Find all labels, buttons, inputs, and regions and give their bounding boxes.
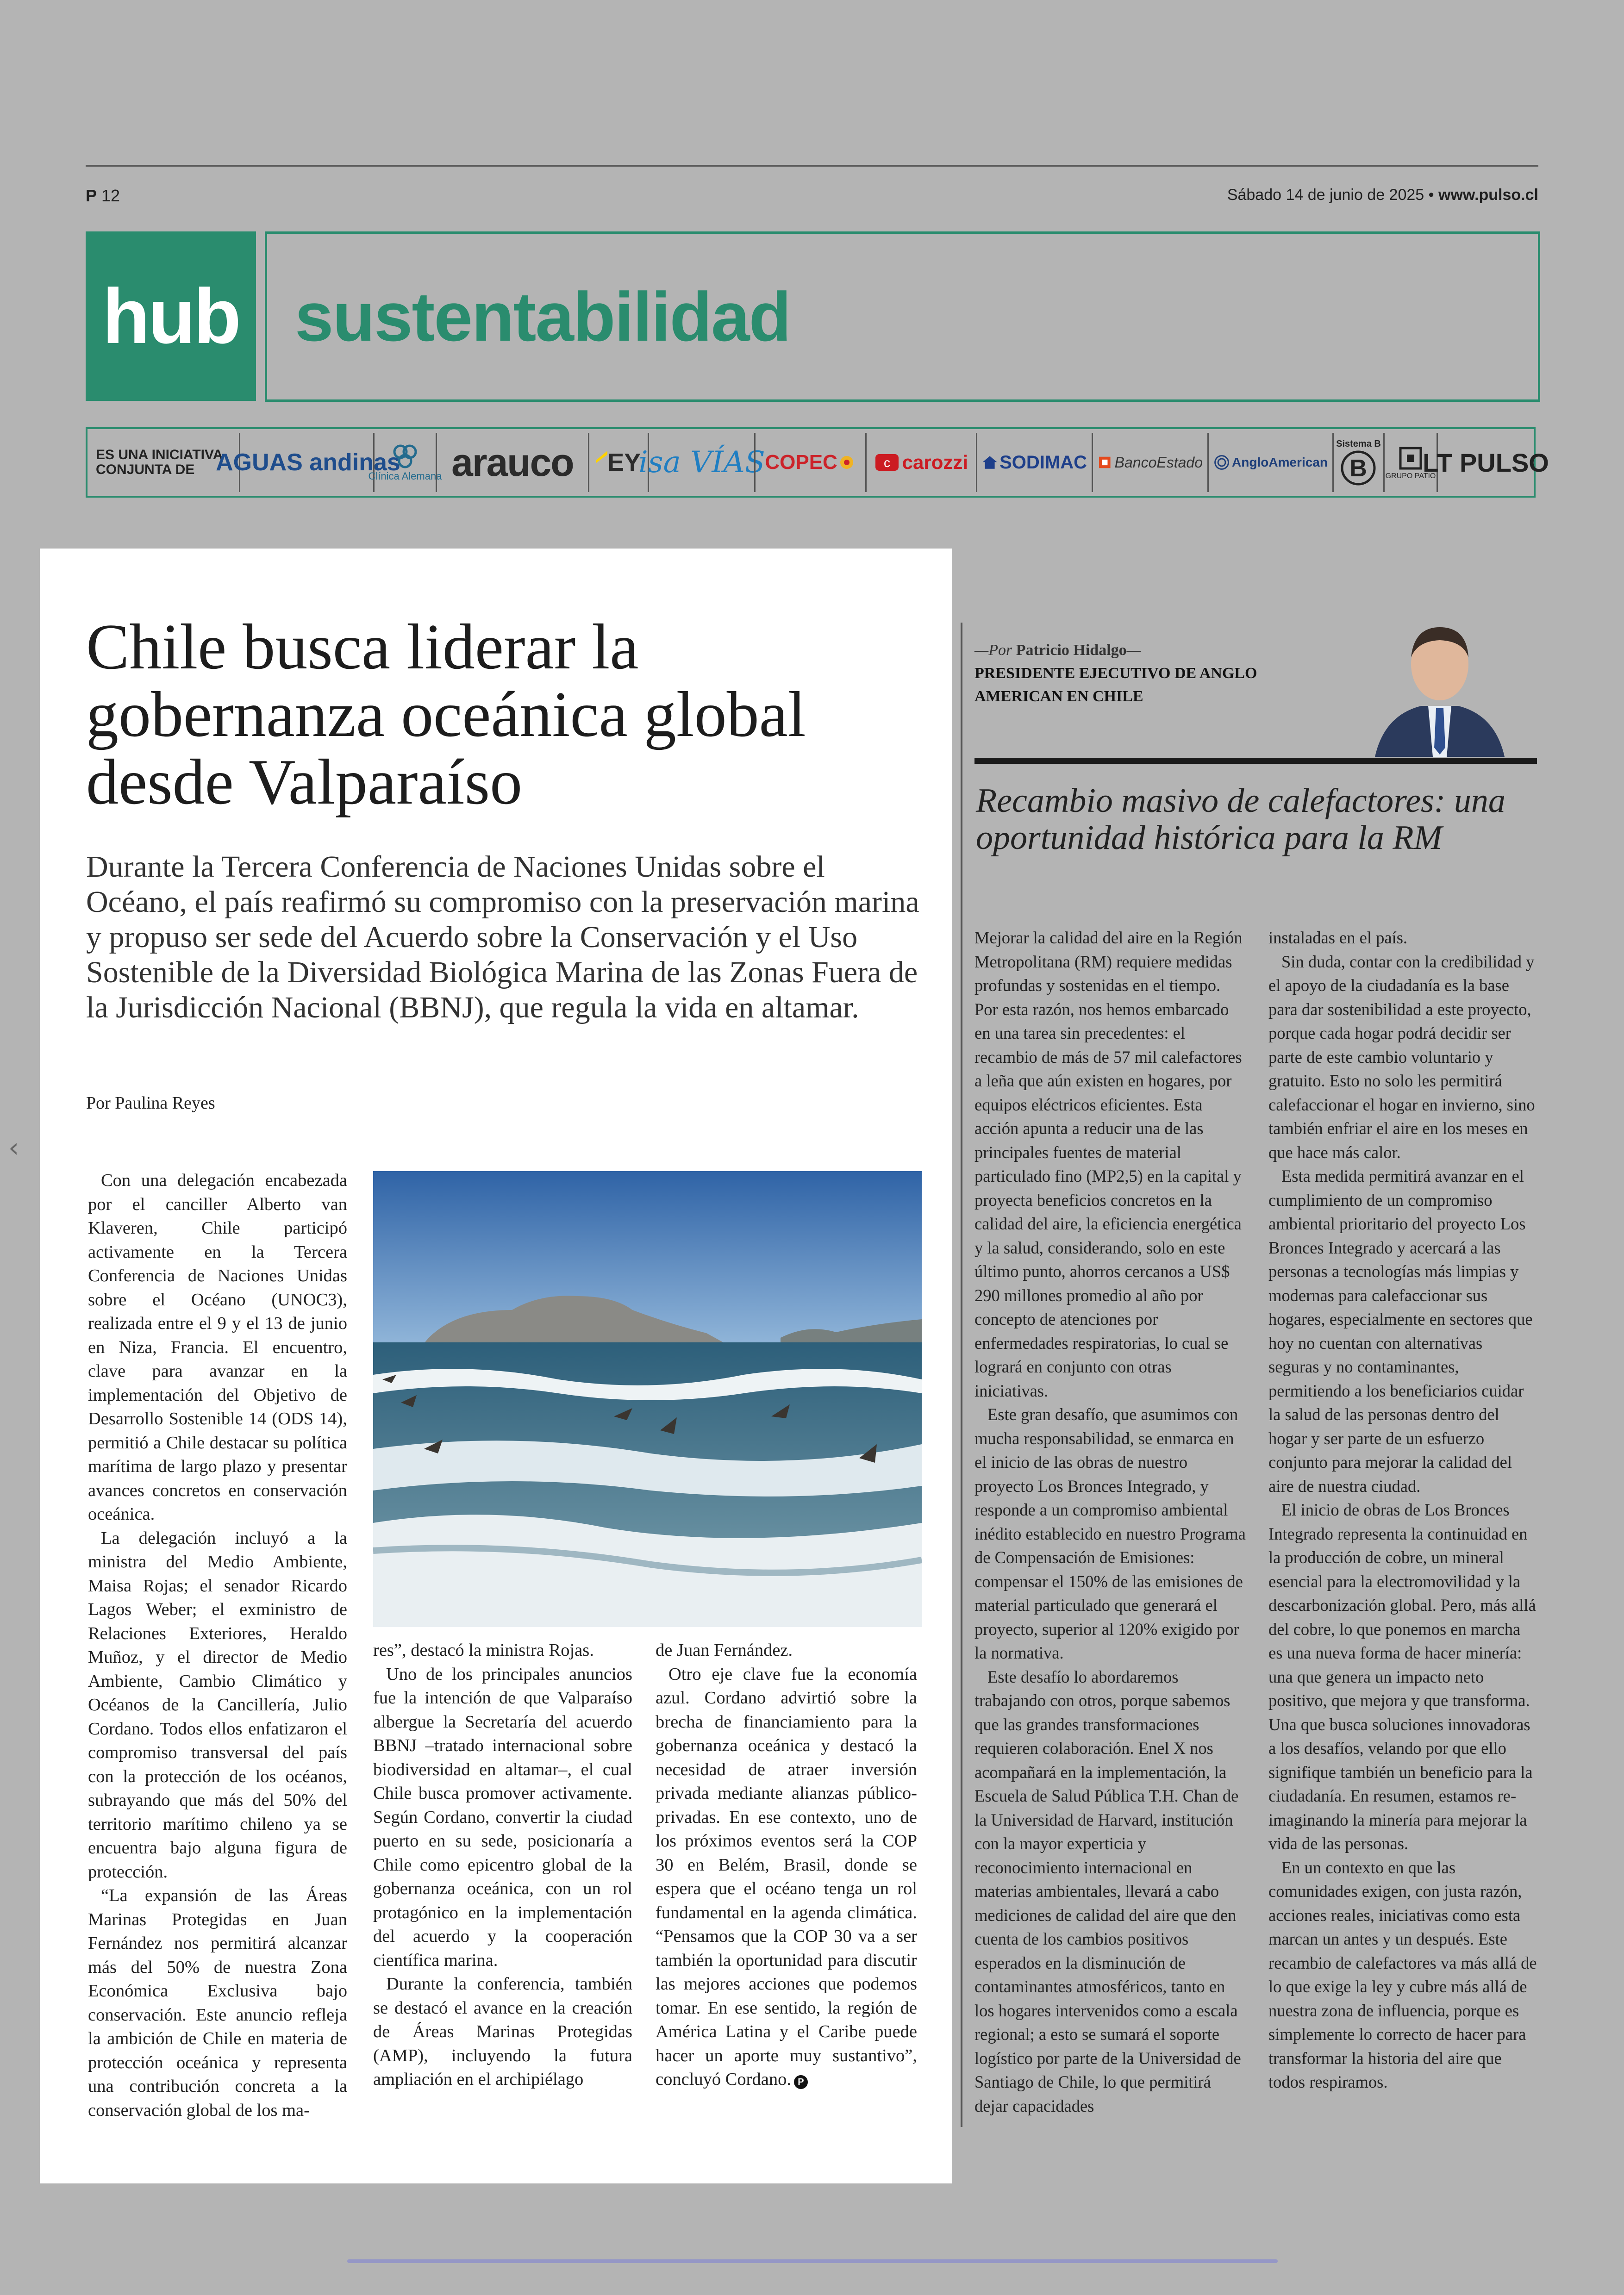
paragraph: Sin duda, contar con la credibilidad y el apoyo de la ciudadanía es la base para dar sostenibilidad a este proyecto, porque cada hogar podrá decidir ser parte de este cambio voluntario y gratuito. Esto no solo les permitirá calefaccionar el hogar en invierno, sino también enfriar el aire en los meses en que hace más calor. [1268, 952, 1535, 1162]
date-line [1227, 186, 1538, 204]
sponsor-intro: ES UNA INICIATIVA CONJUNTA DE [96, 447, 223, 477]
article-headline: Chile busca liderar la gobernanza oceánica global desde Valparaíso [86, 611, 806, 818]
opinion-author-role: PRESIDENTE EJECUTIVO DE ANGLO AMERICAN EN CHILE [974, 665, 1257, 705]
paragraph: Esta medida permitirá avanzar en el cumplimiento de un compromiso ambiental prioritario del proyecto Los Bronces Integrado y acercará a las personas a tecnologías más limpias y modernas para calefaccionar sus hogares, especialmente en sectores que hoy no cuentan con alternativas seguras y no contaminantes, permitiendo a los beneficiarios cuidar la salud de las personas dentro del hogar y ser parte de un esfuerzo conjunto para mejorar la calidad del aire de nuestra ciudad. [1268, 1166, 1533, 1496]
sponsor-label: AngloAmerican [1232, 455, 1328, 469]
paragraph-text: Otro eje clave fue la economía azul. Cordano advirtió sobre la brecha de financiamiento para la gobernanza oceánica y destacó la necesidad de atraer inversión privada mediante alianzas público-privadas. En ese contexto, uno de los próximos eventos será la COP 30 en Belém, Brasil, donde se espera que el océano tenga un rol fundamental en la agenda climática. “Pensamos que la COP 30 va a ser también la oportunidad para discutir las mejores acciones que podemos tomar. En ese sentido, la región de América Latina y el Caribe puede hacer un aporte muy sustantivo”, concluyó Cordano. [656, 1664, 917, 2089]
sponsor-label: GRUPO PATIO [1385, 472, 1436, 480]
column-divider [961, 623, 962, 2127]
paragraph: Este desafío lo abordaremos trabajando con otros, porque sabemos que las grandes transformaciones requieren colaboración. Enel X nos acompañará en la implementación, la Escuela de Salud Pública T.H. Chan de la Universidad de Harvard, institución con la mayor experticia y reconocimiento internacional en materias ambientales, llevará a cabo mediciones de calidad del aire que den cuenta de los cambios positivos esperados en la disminución de contaminantes atmosféricos, tanto en los hogares intervenidos como a escala regional; a esto se sumará el soporte logístico por parte de la Universidad de Santiago de Chile, lo que permitirá dejar capacidades [974, 1667, 1241, 2115]
page-scroll-bar[interactable] [347, 2259, 1278, 2263]
copec-flower-icon [837, 453, 856, 472]
carozzi-tag-icon [874, 451, 899, 474]
section-title: sustentabilidad [295, 277, 791, 355]
author-photo [1366, 613, 1514, 757]
site-url[interactable]: www.pulso.cl [1438, 186, 1538, 204]
sponsor-bar [86, 427, 1549, 498]
sponsor-lt-pulso [1423, 433, 1549, 492]
svg-text:c: c [883, 455, 890, 470]
sponsor-angloamerican [1207, 433, 1332, 492]
bank-icon [1098, 453, 1112, 472]
opinion-rule [974, 758, 1537, 764]
ey-beam-icon [596, 451, 607, 474]
byline-prefix: —Por [974, 642, 1012, 659]
sponsor-label: EY [607, 449, 641, 476]
paragraph: res”, destacó la ministra Rojas. [373, 1640, 594, 1660]
paragraph: Durante la conferencia, también se destacó el avance en la creación de Áreas Marinas Protegidas (AMP), incluyendo la futura ampliación en el archipiélago [373, 1974, 632, 2089]
sponsor-arauco [436, 433, 588, 492]
sponsor-isa-vias [638, 433, 765, 492]
sponsor-label: COPEC [765, 451, 837, 474]
paragraph [656, 1663, 917, 2092]
sponsor-label: Clínica Alemana [368, 470, 442, 482]
date-text: Sábado 14 de junio de 2025 • [1227, 186, 1434, 204]
opinion-author-block [974, 639, 1345, 708]
sponsor-bancoestado [1092, 433, 1207, 492]
paragraph: Con una delegación encabezada por el canciller Alberto van Klaveren, Chile participó activamente en la Tercera Conferencia de Naciones Unidas sobre el Océano (UNOC3), realizada entre el 9 y el 13 de junio en Niza, Francia. El encuentro, clave para avanzar en la implementación del Objetivo de Desarrollo Sostenible 14 (ODS 14), permitió a Chile destacar su política marítima de largo plazo y presentar avances concretos en conservación oceánica. [88, 1171, 347, 1524]
sponsor-copec [754, 433, 865, 492]
paragraph: de Juan Fernández. [656, 1640, 793, 1660]
opinion-author: Patricio Hidalgo [1016, 642, 1127, 659]
article-deck: Durante la Tercera Conferencia de Naciones Unidas sobre el Océano, el país reafirmó su compromiso con la preservación marina y propuso ser sede del Acuerdo sobre la Conservación y el Uso Sostenible de la Diversidad Biológica Marina de las Zonas Fuera de la Jurisdicción Nacional (BBNJ), que regula la vida en altamar. [86, 850, 919, 1024]
author-portrait [1366, 613, 1514, 757]
article-card [40, 549, 952, 2183]
sponsor-label: Sistema B [1336, 438, 1381, 449]
byline-suffix: — [1126, 642, 1141, 659]
ocean-birds-photo [373, 1171, 922, 1627]
svg-text:B: B [1349, 455, 1368, 482]
page-number-value: 12 [101, 186, 120, 205]
sponsor-label: SODIMAC [999, 452, 1087, 473]
sodimac-house-icon [982, 453, 998, 472]
sponsor-label: arauco [451, 440, 574, 484]
article-column-1 [88, 1169, 347, 2122]
paragraph: Uno de los principales anuncios fue la intención de que Valparaíso albergue la Secretaría del acuerdo BBNJ –tratado internacional sobre biodiversidad en altamar–, el cual Chile busca promover activamente. Según Cordano, convertir la ciudad puerto en su sede, posicionaría a Chile como epicentro global de la gobernanza oceánica, con un rol protagónico en la implementación del acuerdo y la cooperación científica marina. [373, 1664, 632, 1970]
article-column-3 [656, 1639, 917, 2092]
page-number [86, 186, 120, 206]
hub-logo: hub [86, 231, 256, 401]
sponsor-sodimac [976, 433, 1092, 492]
opinion-column-1 [974, 926, 1248, 2118]
clinic-knot-icon [391, 443, 419, 470]
page-label: P [86, 186, 97, 205]
sponsor-label: BancoEstado [1114, 454, 1203, 471]
sponsor-sistema-b [1332, 433, 1383, 492]
paragraph: “La expansión de las Áreas Marinas Protegidas en Juan Fernández nos permitirá alcanzar más del 50% de nuestra Zona Económica Exclusiva bajo conservación. Este anuncio refleja la ambición de Chile en materia de protección oceánica y representa una contribución concreta a la conservación global de los ma- [88, 1886, 347, 2120]
sponsor-label: LT PULSO [1423, 448, 1549, 477]
top-rule [86, 165, 1538, 167]
paragraph: Mejorar la calidad del aire en la Región Metropolitana (RM) requiere medidas profundas y sostenidas en el tiempo. Por esta razón, nos hemos embarcado en una tarea sin precedentes: el recambio de más de 57 mil calefactores a leña que aún existen en hogares, por equipos eléctricos eficientes. Esta acción apunta a reducir una de las principales fuentes de material particulado fino (MP2,5) en la capital y proyecta beneficios concretos en la calidad del aire, la eficiencia energética y la salud, considerando, solo en este último punto, ahorros cercanos a US$ 290 millones promedio al año por concepto de atenciones por enfermedades respiratorias, lo cual se logrará en conjunto con otras iniciativas. [974, 928, 1243, 1400]
section-header [265, 231, 1540, 402]
sponsor-label: carozzi [902, 451, 968, 473]
paragraph: instaladas en el país. [1268, 928, 1408, 947]
paragraph: El inicio de obras de Los Bronces Integrado representa la continuidad en la producción de cobre, un mineral esencial para la electromovilidad y la descarbonización global. Pero, más allá del cobre, lo que ponemos en marcha es una nueva forma de hacer minería: una que genera un impacto neto positivo, que mejora y que transforma. Una que busca soluciones innovadoras a los desafíos, velando por que ello signifique también un beneficio para la ciudadanía. En resumen, estamos re-imaginando la minería para mejorar la vida de las personas. [1268, 1500, 1536, 1853]
b-corp-icon [1340, 449, 1377, 486]
paragraph: La delegación incluyó a la ministra del Medio Ambiente, Maisa Rojas; el senador Ricardo Lagos Weber; el exministro de Relaciones Exteriores, Heraldo Muñoz, y el director de Medio Ambiente, Cambio Climático y Océanos de la Cancillería, Julio Cordano. Todos ellos enfatizaron el compromiso transversal del país con la protección de los océanos, subrayando que más del 50% del territorio marítimo chileno ya se encuentra bajo alguna figura de protección. [88, 1528, 347, 1882]
sponsor-clinica-alemana [368, 433, 442, 492]
opinion-headline: Recambio masivo de calefactores: una oportunidad histórica para la RM [976, 782, 1505, 857]
opinion-byline [974, 639, 1345, 662]
sponsor-label: isa VÍAS [638, 445, 765, 480]
paragraph: En un contexto en que las comunidades exigen, con justa razón, acciones reales, iniciativas como esta marcan un antes y un después. Este recambio de calefactores va más allá de lo que exige la ley y cubre más allá de nuestra zona de influencia, porque es simplemente lo correcto de hacer para transformar la historia del aire que todos respiramos. [1268, 1858, 1537, 2091]
sponsor-carozzi [865, 433, 976, 492]
anglo-swirl-icon [1213, 451, 1230, 474]
sponsor-aguas-andinas [216, 433, 400, 492]
article-byline: Por Paulina Reyes [86, 1093, 215, 1113]
sponsor-label: AGUAS andinas [216, 449, 400, 476]
ocean-photo-image [373, 1171, 922, 1627]
opinion-column-2 [1268, 926, 1537, 2094]
end-mark-icon: P [794, 2075, 808, 2089]
article-column-2 [373, 1639, 632, 2092]
prev-page-chevron-icon[interactable]: ‹ [8, 1132, 19, 1163]
paragraph: Este gran desafío, que asumimos con mucha responsabilidad, se enmarca en el inicio de las obras de nuestro proyecto Los Bronces Integrado, y responde a un compromiso ambiental inédito establecido en nuestro Programa de Compensación de Emisiones: compensar el 150% de las emisiones de material particulado que generará el proyecto, superior al 120% exigido por la normativa. [974, 1405, 1246, 1662]
patio-square-icon [1397, 444, 1424, 472]
